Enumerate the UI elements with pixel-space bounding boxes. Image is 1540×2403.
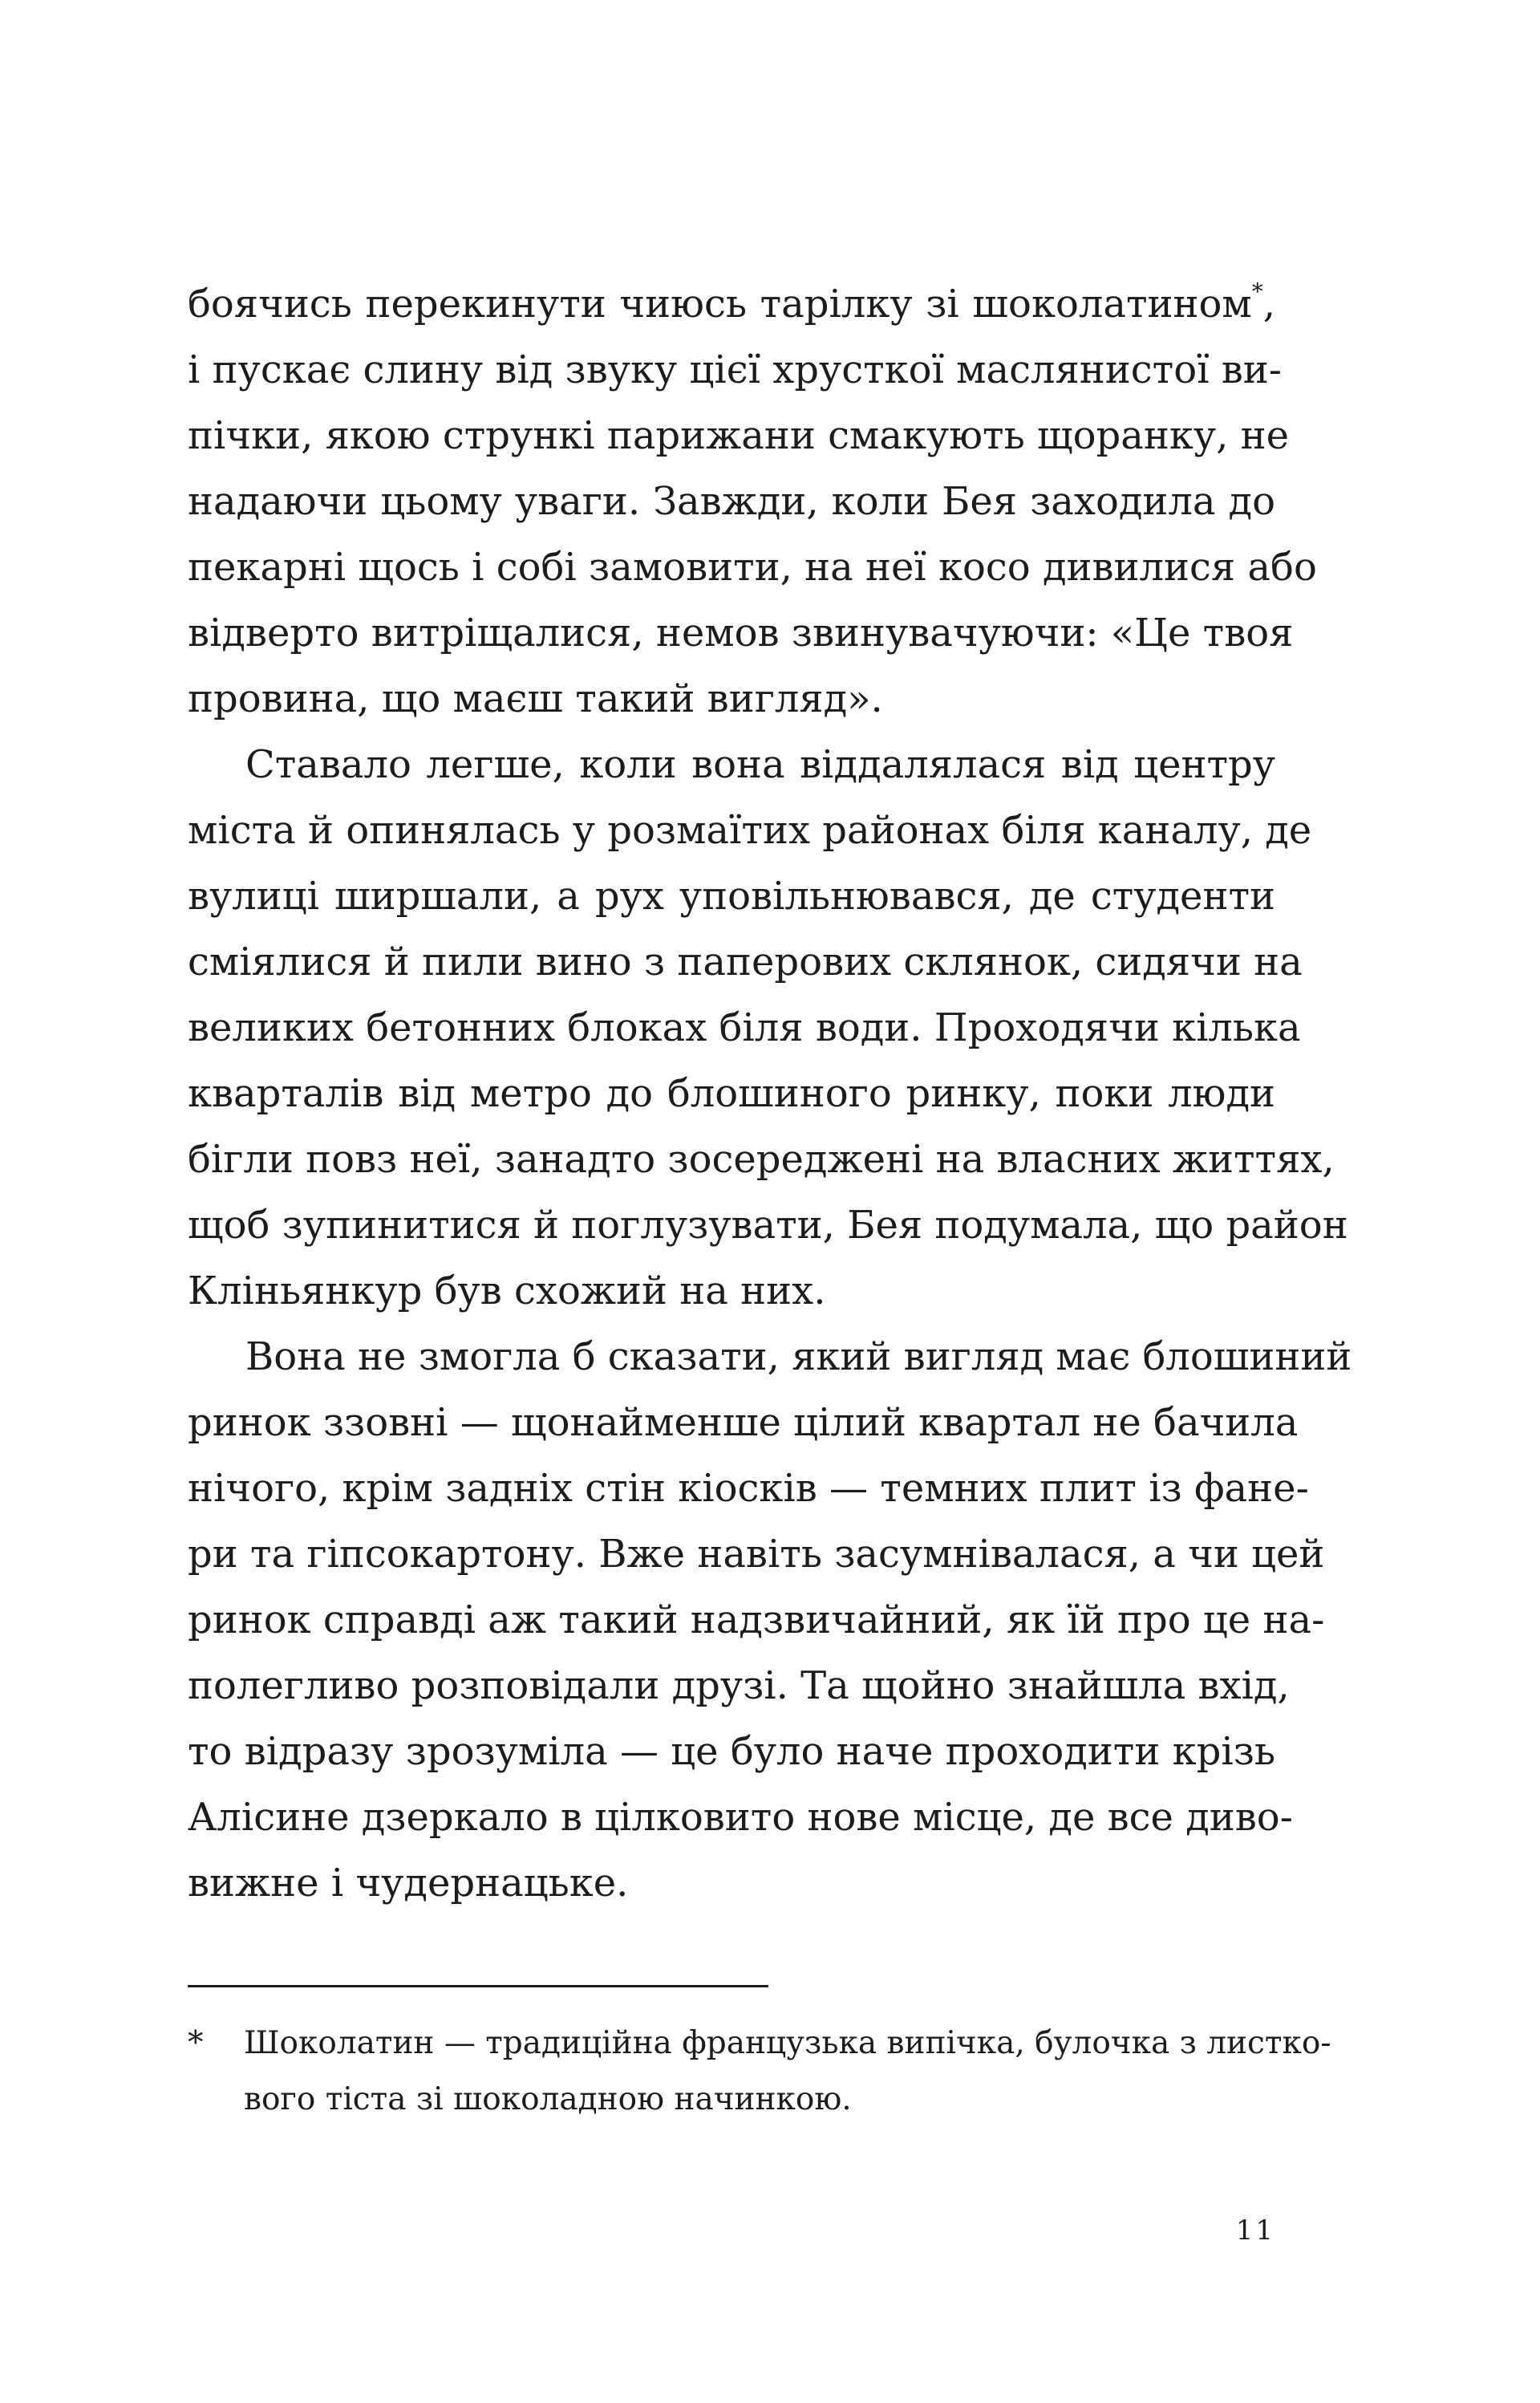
text-line: бігли повз неї, занадто зосереджені на власних життях, <box>188 1137 1335 1182</box>
paragraph-3 <box>188 1324 1352 1916</box>
text-line: Кліньянкур був схожий на них. <box>188 1268 826 1313</box>
text-line: Алісине дзеркало в цілковито нове місце, де все диво- <box>188 1795 1293 1840</box>
paragraph-1 <box>188 271 1317 732</box>
text-line: міста й опинялась у розмаїтих районах біля каналу, де <box>188 808 1312 853</box>
text-line: полегливо розповідали друзі. Та щойно знайшла вхід, <box>188 1663 1290 1708</box>
footnote-divider <box>188 1985 768 1987</box>
text-line: провина, що маєш такий вигляд». <box>188 676 883 721</box>
page-number: 11 <box>1235 2214 1275 2247</box>
text-line: пічки, якою стрункі парижани смакують щоранку, не <box>188 413 1289 458</box>
text-line: надаючи цьому уваги. Завжди, коли Бея заходила до <box>188 479 1275 524</box>
footnote-line: Шоколатин — традиційна французька випічка, булочка з листко- <box>244 2025 1331 2061</box>
text-line: вижне і чудернацьке. <box>188 1861 629 1906</box>
text-line: кварталів від метро до блошиного ринку, поки люди <box>188 1071 1275 1116</box>
text-line: пекарні щось і собі замовити, на неї косо дивилися або <box>188 545 1317 590</box>
body-text <box>188 271 1352 1916</box>
paragraph-2 <box>188 732 1348 1324</box>
text-line: Вона не змогла б сказати, який вигляд має блошиний <box>245 1334 1352 1379</box>
text-line: відверто витріщалися, немов звинувачуючи: «Це твоя <box>188 611 1294 656</box>
text-line: ринок справді аж такий надзвичайний, як їй про це на- <box>188 1597 1325 1642</box>
text-line: ри та гіпсокартону. Вже навіть засумнівалася, а чи цей <box>188 1532 1325 1577</box>
footnote-line: вого тіста зі шоколадною начинкою. <box>244 2081 852 2117</box>
footnote-text <box>244 2015 1331 2128</box>
text-line: сміялися й пили вино з паперових склянок, сидячи на <box>188 940 1303 984</box>
text-line: і пускає слину від звуку цієї хрусткої маслянистої ви- <box>188 347 1282 392</box>
text-line: вулиці ширшали, а рух уповільнювався, де студенти <box>188 874 1275 919</box>
text-line: Ставало легше, коли вона віддалялася від центру <box>245 742 1275 787</box>
text-line: нічого, крім задніх стін кіосків — темних плит із фане- <box>188 1466 1309 1511</box>
footnote-reference: * <box>1251 278 1263 305</box>
footnote-marker: * <box>188 2025 204 2061</box>
text-line: великих бетонних блоках біля води. Проходячи кілька <box>188 1005 1301 1050</box>
text-line: щоб зупинитися й поглузувати, Бея подумала, що район <box>188 1203 1348 1248</box>
text-line: ринок ззовні — щонайменше цілий квартал не бачила <box>188 1400 1299 1445</box>
text-line: то відразу зрозуміла — це було наче проходити крізь <box>188 1729 1275 1774</box>
text-line: боячись перекинути чиюсь тарілку зі шоколатином*, <box>188 278 1275 327</box>
